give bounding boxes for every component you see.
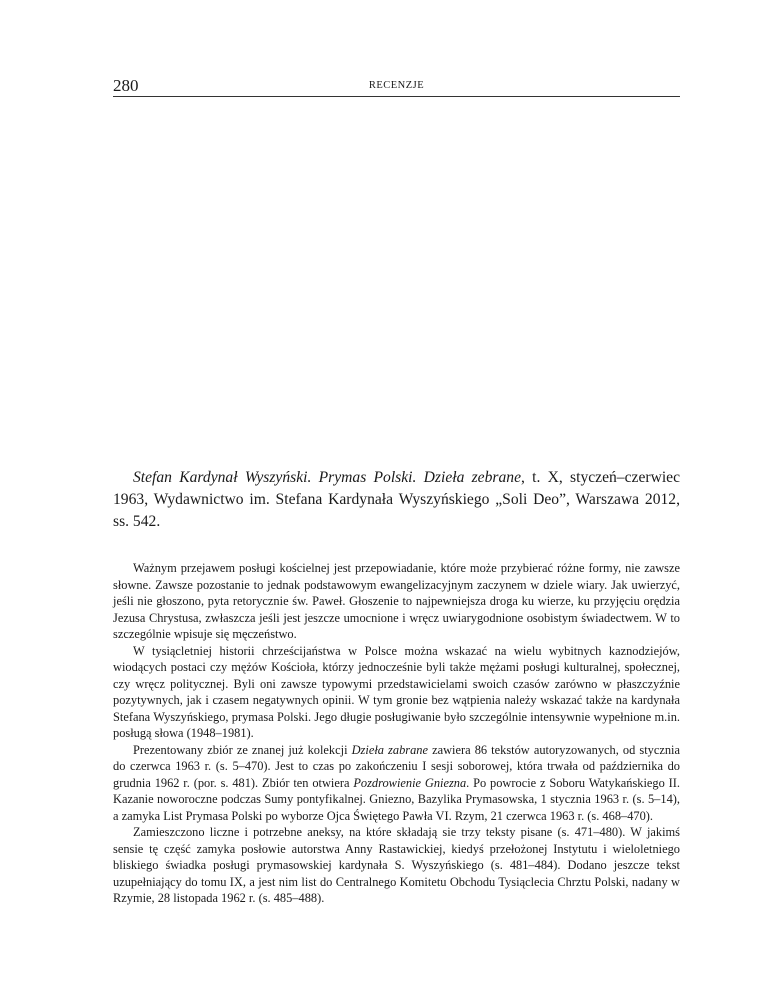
page-number: 280 xyxy=(113,76,139,95)
paragraph-3: Prezentowany zbiór ze znanej już kolekcji Dzieła zabrane zawiera 86 tekstów autoryzowanych, od stycznia do czerwca 1963 r. (s. 5–470). Jest to czas po zakończeniu I sesji soborowej, która trwała od października do grudnia 1962 r. (por. s. 481). Zbiór ten otwiera Pozdrowienie Gniezna. Po powrocie z Soboru Watykańskiego II. Kazanie noworoczne podczas Sumy pontyfikalnej. Gniezno, Bazylika Prymasowska, 1 stycznia 1963 r. (s. 5–14), a zamyka List Prymasa Polski po wyborze Ojca Świętego Pawła VI. Rzym, 21 czerwca 1963 r. (s. 468–470). xyxy=(113,742,681,823)
paragraph-2: W tysiącletniej historii chrześcijaństwa w Polsce można wskazać na wielu wybitnych kaznodziejów, wiodących postaci czy mężów Kościoła, którzy jednocześnie byli także mężami posługi kulturalnej, społecznej, czy wręcz politycznej. Byli oni zawsze typowymi przedstawicielami swoich czasów zarówno w płaszczyźnie pozytywnych, jak i czasem negatywnych opinii. W tym gronie bez wątpienia należy wskazać także na kardynała Stefana Wyszyńskiego, prymasa Polski. Jego długie posługiwanie było szczególnie intensywnie wypełnione m.in. posługą słowa (1948–1981). xyxy=(113,643,680,740)
italic-title-dziela: Dzieła zabrane xyxy=(351,742,428,757)
citation-title: Stefan Kardynał Wyszyński. Prymas Polski. Dzieła zebrane xyxy=(133,469,521,486)
citation-details: , t. X, styczeń–czerwiec 1963, Wydawnictwo im. Stefana Kardynała Wyszyńskiego „Soli Deo”, Warszawa 2012, ss. 542. xyxy=(113,469,681,530)
review-body xyxy=(113,560,680,907)
running-head: RECENZJE xyxy=(368,80,425,91)
paragraph-4: Zamieszczono liczne i potrzebne aneksy, na które składają sie trzy teksty pisane (s. 471–480). W jakimś sensie tę część zamyka posłowie autorstwa Anny Rastawickiej, kiedyś przełożonej Instytutu i wieloletniego bliskiego świadka posługi prymasowskiej kardynała S. Wyszyńskiego (s. 481–484). Dodano jeszcze tekst uzupełniający do tomu IX, a jest nim list do Centralnego Komitetu Obchodu Tysiąclecia Chrztu Polski, nadany w Rzymie, 28 listopada 1962 r. (s. 485–488). xyxy=(113,825,680,905)
paragraph-1: Ważnym przejawem posługi kościelnej jest przepowiadanie, które może przybierać różne formy, nie zawsze słowne. Zawsze pozostanie to jednak podstawowym ewangelizacyjnym zaczynem w dziele wiary. Jak uwierzyć, jeśli nie głoszono, pyta retorycznie św. Paweł. Głoszenie to najpewniejsza droga ku wierze, ku przyjęciu orędzia Jezusa Chrystusa, zwłaszcza jeśli jest jeszcze umocnione i wręcz uwiarygodnione osobistym świadectwem. W to szczególnie wpisuje się męczeństwo. xyxy=(113,561,680,641)
review-citation xyxy=(113,467,680,533)
page-header xyxy=(113,74,680,97)
italic-title-pozdrowienie: Pozdrowienie Gniezna xyxy=(353,775,467,790)
